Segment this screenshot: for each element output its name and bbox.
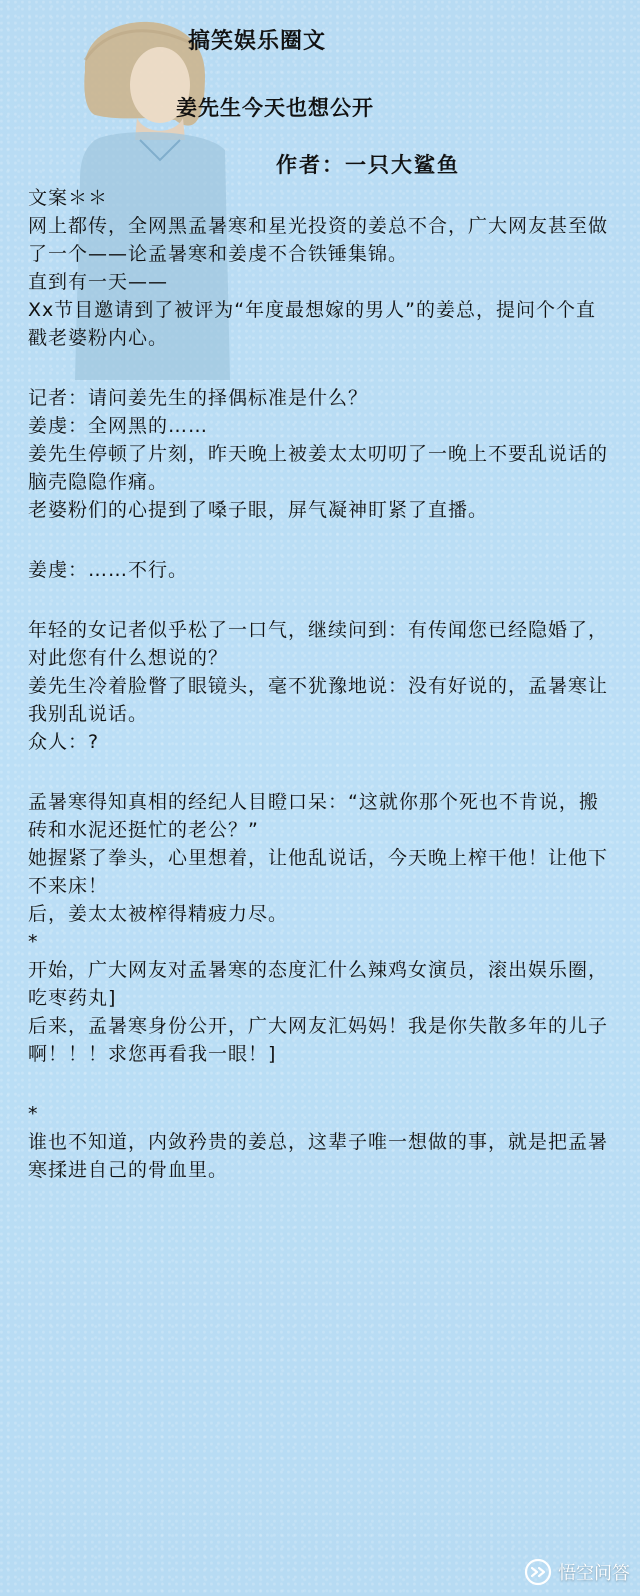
paragraph: 孟暑寒得知真相的经纪人目瞪口呆：“这就你那个死也不肯说，搬砖和水泥还挺忙的老公？”: [28, 791, 599, 841]
separator-star: *: [28, 1103, 39, 1125]
page-title: 搞笑娱乐圈文: [188, 29, 327, 54]
book-title: 姜先生今天也想公开: [176, 96, 374, 120]
paragraph: 网上都传，全网黑孟暑寒和星光投资的姜总不合，广大网友甚至做了一个——论孟暑寒和姜虔不合铁锤集锦。: [28, 215, 609, 265]
paragraph: Xx节目邀请到了被评为“年度最想嫁的男人”的姜总，提问个个直戳老婆粉内心。: [28, 299, 596, 349]
paragraph: 姜虔：全网黑的……: [28, 415, 209, 437]
paragraph: 姜先生停顿了片刻，昨天晚上被姜太太叨叨了一晚上不要乱说话的脑壳隐隐作痛。: [28, 443, 609, 493]
paragraph: 她握紧了拳头，心里想着，让他乱说话，今天晚上榨干他！让他下不来床！: [28, 847, 609, 897]
watermark: [524, 1558, 630, 1586]
paragraph-gap: [28, 352, 608, 384]
paragraph: 谁也不知道，内敛矜贵的姜总，这辈子唯一想做的事，就是把孟暑寒揉进自己的骨血里。: [28, 1131, 609, 1181]
paragraph: 姜虔：……不行。: [28, 559, 189, 581]
paragraph: 记者：请问姜先生的择偶标准是什么？: [28, 387, 369, 409]
paragraph-gap: [28, 524, 608, 556]
paragraph-gap: [28, 584, 608, 616]
watermark-text: 悟空问答: [558, 1563, 630, 1584]
paragraph: 众人：?: [28, 731, 100, 753]
paragraph-gap: [28, 1068, 608, 1100]
article-body: [28, 184, 608, 1184]
header: [0, 0, 640, 180]
paragraph: 老婆粉们的心提到了嗓子眼，屏气凝神盯紧了直播。: [28, 499, 489, 521]
wukong-logo-icon: [524, 1558, 552, 1586]
paragraph: 姜先生冷着脸瞥了眼镜头，毫不犹豫地说：没有好说的，孟暑寒让我别乱说话。: [28, 675, 609, 725]
separator-star: *: [28, 931, 39, 953]
paragraph: 后，姜太太被榨得精疲力尽。: [28, 903, 289, 925]
section-label: 文案＊＊: [28, 187, 109, 209]
paragraph: 开始，广大网友对孟暑寒的态度汇什么辣鸡女演员，滚出娱乐圈，吃枣药丸]: [28, 959, 609, 1009]
paragraph: 后来，孟暑寒身份公开，广大网友汇妈妈！我是你失散多年的儿子啊！！！求您再看我一眼！]: [28, 1015, 609, 1065]
paragraph-gap: [28, 756, 608, 788]
paragraph: 年轻的女记者似乎松了一口气，继续问到：有传闻您已经隐婚了，对此您有什么想说的？: [28, 619, 609, 669]
paragraph: 直到有一天——: [28, 271, 169, 293]
author-line: 作者：一只大鲨鱼: [276, 153, 460, 177]
